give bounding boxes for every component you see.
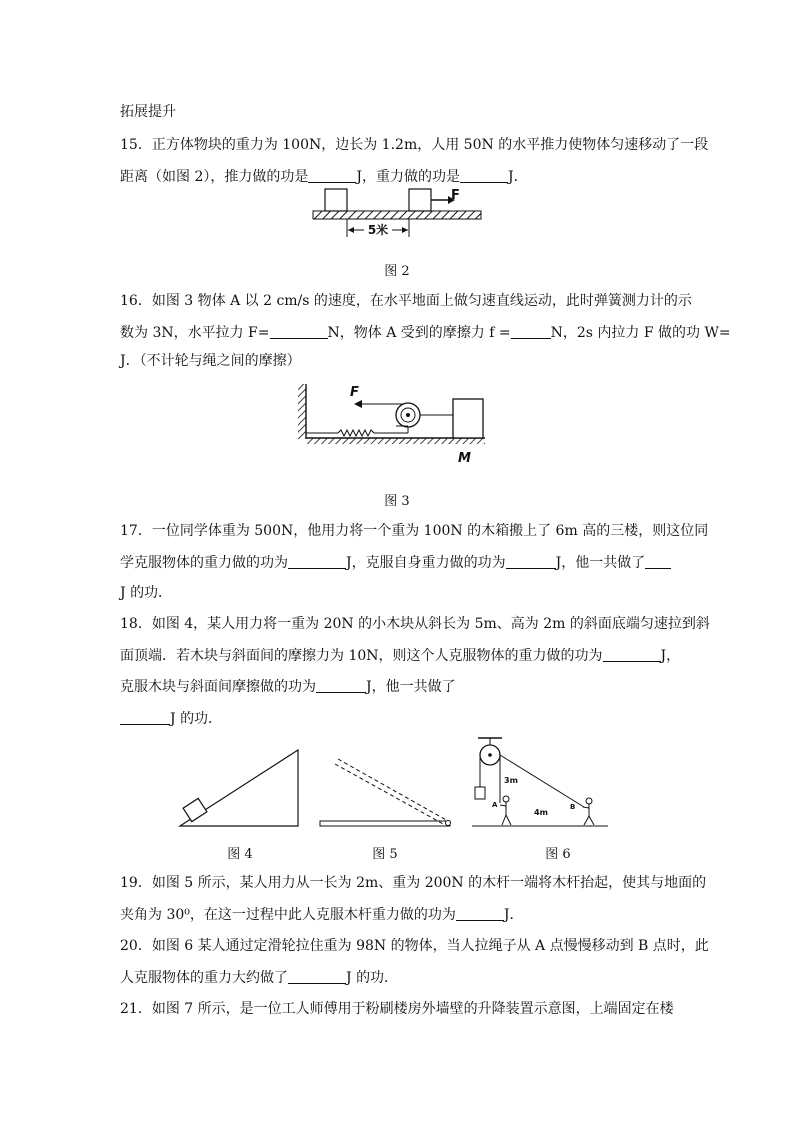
q17-text-c: J，他一共做了 [555, 555, 646, 571]
q18-text-a: 面顶端．若木块与斜面间的摩擦力为 10N，则这个人克服物体的重力做的功为 [120, 648, 603, 664]
q15-line2 [120, 168, 528, 186]
section-title: 拓展提升 [120, 104, 176, 120]
lifted-rod-top [338, 759, 448, 821]
q16-text-c: N，2s 内拉力 F 做的功 W= [550, 325, 731, 341]
q16-line1: 16．如图 3 物体 A 以 2 cm/s 的速度，在水平地面上做匀速直线运动，此时弹簧测力计的示 [120, 293, 692, 309]
figure-2 [305, 185, 490, 245]
q21-line1: 21．如图 7 所示，是一位工人师傅用于粉刷楼房外墙壁的升降装置示意图，上端固定在楼 [120, 1001, 674, 1017]
q18-text-c: 克服木块与斜面间摩擦做的功为 [120, 679, 316, 695]
force-label: F [350, 385, 359, 400]
block-start [325, 189, 347, 211]
hanging-weight [475, 787, 485, 799]
q18-line3 [120, 678, 456, 696]
q20-blank-1[interactable] [288, 969, 346, 984]
q15-blank-2[interactable] [460, 168, 508, 183]
distance-label: 5米 [367, 223, 389, 237]
q16-text-a: 数为 3N，水平拉力 F= [120, 325, 270, 341]
figure-5 [318, 757, 458, 832]
spring [338, 430, 374, 436]
ground-hatch [313, 211, 481, 219]
force-label: F [451, 188, 460, 203]
q18-line2 [120, 647, 680, 665]
q17-line1: 17．一位同学体重为 500N，他用力将一个重为 100N 的木箱搬上了 6m 高的三楼，则这位同 [120, 523, 709, 539]
q18-text-d: J，他一共做了 [366, 679, 456, 695]
q15-line1: 15．正方体物块的重力为 100N，边长为 1.2m，人用 50N 的水平推力使物体匀速移动了一段 [120, 137, 709, 153]
q20-text-a: 人克服物体的重力大约做了 [120, 970, 288, 986]
q15-blank-1[interactable] [308, 168, 356, 183]
wall-hatch [298, 384, 306, 439]
fig3-caption: 图 3 [384, 494, 410, 509]
q18-line4 [120, 710, 222, 728]
mass-label: M [458, 451, 471, 466]
q18-line1: 18．如图 4，某人用力将一重为 20N 的小木块从斜长为 5m、高为 2m 的斜面底端匀速拉到斜 [120, 616, 710, 632]
q17-text-a: 学克服物体的重力做的功为 [120, 555, 288, 571]
q20-line1: 20．如图 6 某人通过定滑轮拉住重为 98N 的物体，当人拉绳子从 A 点慢慢移动到 B 点时，此 [120, 938, 709, 954]
q18-blank-2[interactable] [316, 678, 366, 693]
figure-4 [178, 748, 303, 830]
q16-line3: J．（不计轮与绳之间的摩擦） [120, 353, 301, 369]
height-label: 3m [504, 776, 518, 785]
q17-text-b: J，克服自身重力做的功为 [346, 555, 506, 571]
q16-line2 [120, 324, 731, 342]
rod-on-ground [320, 821, 450, 826]
q19-text-a: 夹角为 30⁰，在这一过程中此人克服木杆重力做的功为 [120, 907, 456, 923]
q18-text-e: J 的功． [170, 711, 223, 727]
q18-text-b: J， [660, 648, 681, 664]
q19-line1: 19．如图 5 所示，某人用力从一长为 2m、重为 200N 的木杆一端将木杆抬起，使其与地面的 [120, 875, 707, 891]
q15-text-c: J． [507, 169, 528, 185]
q18-blank-1[interactable] [603, 647, 661, 662]
q18-blank-3[interactable] [120, 710, 170, 725]
person-b-icon [583, 798, 594, 825]
q17-blank-3[interactable] [645, 554, 671, 569]
point-b-label: B [570, 803, 576, 811]
fig6-caption: 图 6 [545, 847, 571, 862]
figure-6 [468, 735, 618, 830]
q19-blank-1[interactable] [456, 906, 504, 921]
block-m [453, 399, 483, 438]
figure-3 [298, 382, 498, 467]
q17-blank-1[interactable] [288, 554, 346, 569]
point-a-label: A [492, 801, 498, 809]
q19-text-b: J． [503, 907, 524, 923]
fig2-caption: 图 2 [384, 264, 410, 279]
q16-text-b: N，物体 A 受到的摩擦力 f = [327, 325, 511, 341]
person-a-icon [500, 796, 511, 825]
q19-line2 [120, 906, 524, 924]
q17-line2 [120, 554, 671, 572]
fig4-caption: 图 4 [227, 847, 253, 862]
fig5-caption: 图 5 [372, 847, 398, 862]
q16-blank-2[interactable] [511, 324, 551, 339]
q20-text-b: J 的功． [346, 970, 399, 986]
block-end [409, 189, 431, 211]
lifted-rod-bottom [335, 764, 445, 825]
q15-text-b: J，重力做的功是 [356, 169, 460, 185]
floor-hatch [306, 438, 485, 444]
q17-blank-2[interactable] [506, 554, 556, 569]
width-label: 4m [534, 808, 548, 817]
q17-line3: J 的功． [120, 585, 173, 601]
q15-text-a: 距离（如图 2），推力做的功是 [120, 169, 309, 185]
q16-blank-1[interactable] [270, 324, 328, 339]
q20-line2 [120, 969, 398, 987]
